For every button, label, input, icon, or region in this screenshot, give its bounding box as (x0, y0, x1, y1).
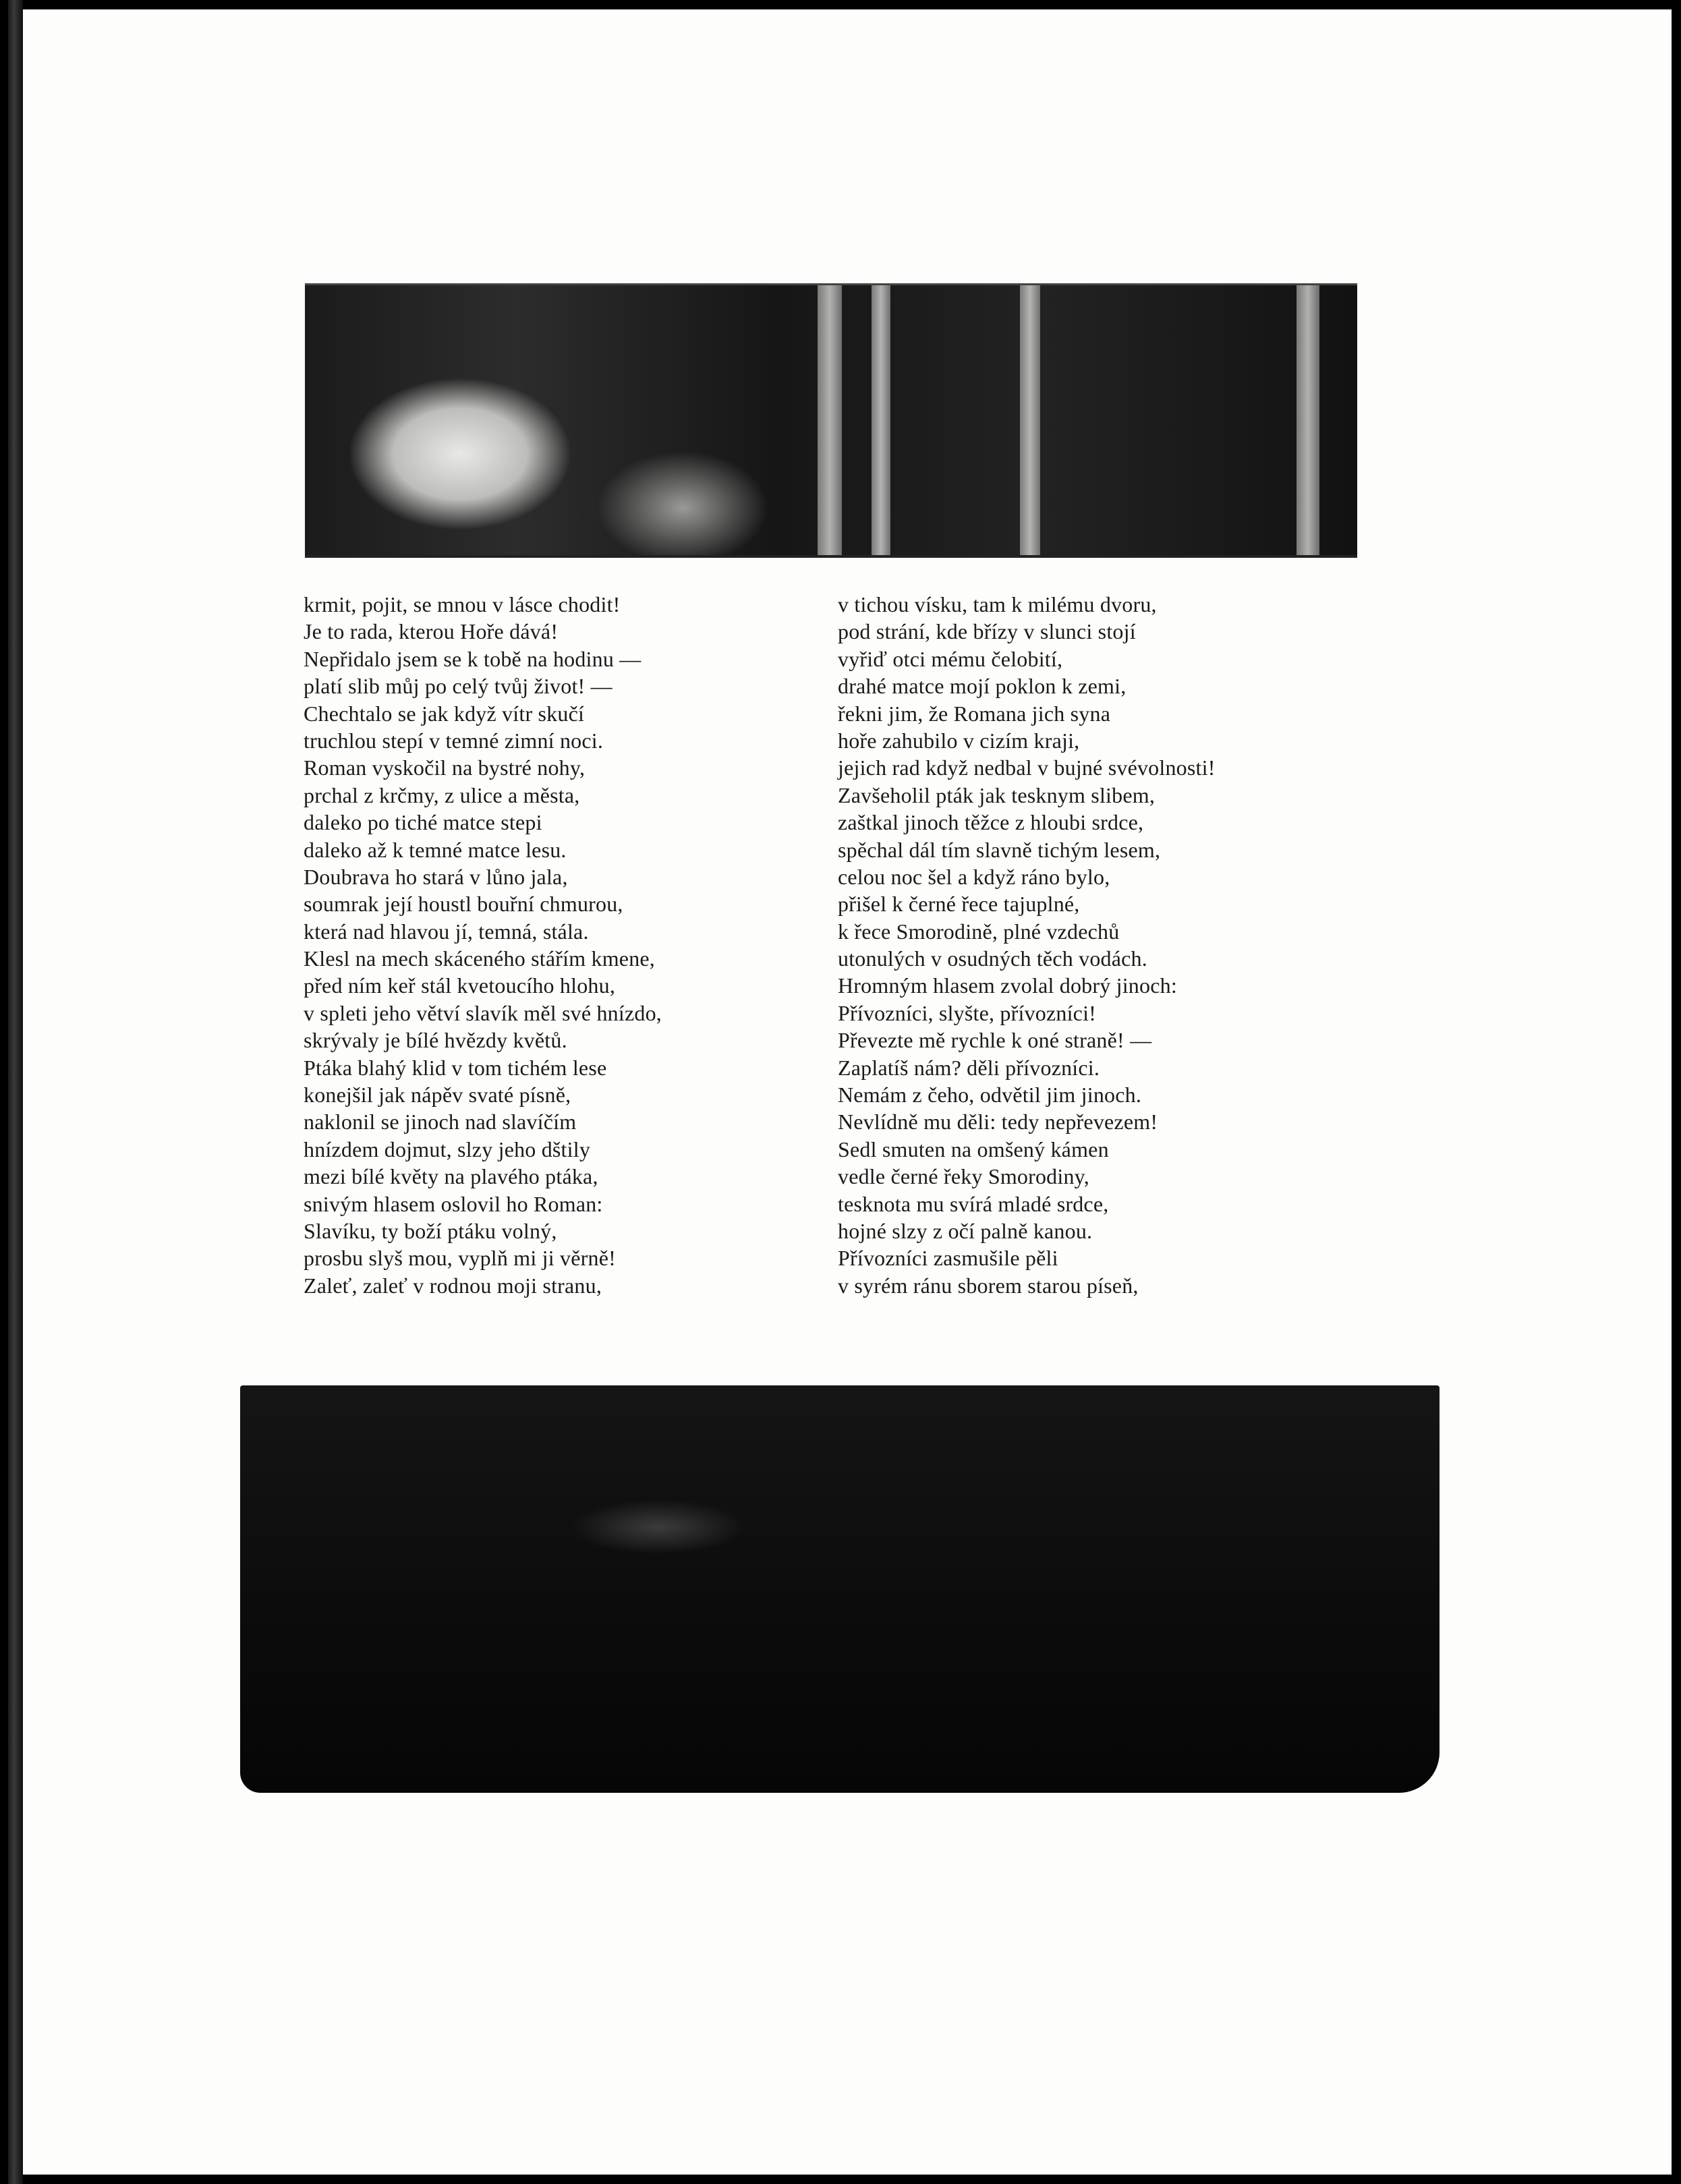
poem-line: spěchal dál tím slavně tichým lesem, (838, 837, 1161, 862)
poem-line: Zaleť, zaleť v rodnou moji stranu, (304, 1273, 602, 1298)
poem-line: utonulých v osudných těch vodách. (838, 946, 1147, 971)
poem-line: celou noc šel a když ráno bylo, (838, 864, 1110, 889)
poem-line: soumrak její houstl bouřní chmurou, (304, 892, 623, 917)
poem-line: tesknota mu svírá mladé srdce, (838, 1191, 1109, 1216)
poem-line: před ním keř stál kvetoucího hlohu, (304, 973, 616, 998)
poem-line: Hromným hlasem zvolal dobrý jinoch: (838, 973, 1177, 998)
poem-line: snivým hlasem oslovil ho Roman: (304, 1191, 603, 1216)
top-illustration (305, 283, 1357, 558)
poem-line: Nevlídně mu děli: tedy nepřevezem! (838, 1110, 1158, 1134)
birch-trunk (1297, 285, 1319, 555)
poem-line: zaštkal jinoch těžce z hloubi srdce, (838, 810, 1144, 835)
poem-line: v spleti jeho větví slavík měl své hnízdo, (304, 1000, 662, 1025)
poem-line: hoře zahubilo v cizím kraji, (838, 728, 1080, 753)
poem-line: hnízdem dojmut, slzy jeho dštily (304, 1137, 591, 1161)
poem-line: Ptáka blahý klid v tom tichém lese (304, 1055, 607, 1080)
book-spine-edge (8, 0, 23, 2184)
poem-line: platí slib můj po celý tvůj život! — (304, 674, 612, 699)
poem-line: v tichou vísku, tam k milému dvoru, (838, 592, 1157, 616)
poem-line: Klesl na mech skáceného stářím kmene, (304, 946, 655, 971)
poem-line: v syrém ránu sborem starou píseň, (838, 1273, 1139, 1298)
poem-line: konejšil jak nápěv svaté písně, (304, 1083, 571, 1108)
poem-right-column (838, 591, 1216, 1299)
poem-line: Chechtalo se jak když vítr skučí (304, 701, 585, 726)
poem-line: řekni jim, že Romana jich syna (838, 701, 1111, 726)
poem-line: daleko po tiché matce stepi (304, 810, 542, 835)
poem-left-column (304, 591, 662, 1299)
poem-line: truchlou stepí v temné zimní noci. (304, 728, 604, 753)
poem-line: naklonil se jinoch nad slavíčím (304, 1110, 577, 1134)
poem-line: Zaplatíš nám? děli přívozníci. (838, 1055, 1100, 1080)
poem-line: Sedl smuten na omšený kámen (838, 1137, 1109, 1161)
birch-trunk (872, 285, 890, 555)
poem-line: Je to rada, kterou Hoře dává! (304, 619, 559, 644)
poem-line: která nad hlavou jí, temná, stála. (304, 919, 589, 944)
bottom-illustration (240, 1385, 1440, 1793)
poem-line: Přívozníci, slyšte, přívozníci! (838, 1000, 1097, 1025)
poem-line: mezi bílé květy na plavého ptáka, (304, 1164, 598, 1189)
poem-line: Roman vyskočil na bystré nohy, (304, 755, 586, 780)
poem-line: Slavíku, ty boží ptáku volný, (304, 1218, 557, 1243)
poem-line: daleko až k temné matce lesu. (304, 837, 567, 862)
poem-line: prosbu slyš mou, vyplň mi ji věrně! (304, 1246, 616, 1271)
birch-trunk (818, 285, 842, 555)
poem-line: Přívozníci zasmušile pěli (838, 1246, 1058, 1271)
poem-line: drahé matce mojí poklon k zemi, (838, 674, 1127, 699)
poem-line: hojné slzy z očí palně kanou. (838, 1218, 1093, 1243)
poem-line: skrývaly je bílé hvězdy květů. (304, 1028, 567, 1053)
poem-line: Doubrava ho stará v lůno jala, (304, 864, 568, 889)
poem-line: Zavšeholil pták jak tesknym slibem, (838, 782, 1156, 807)
poem-line: jejich rad když nedbal v bujné svévolnosti! (838, 755, 1216, 780)
poem-line: vyřiď otci mému čelobití, (838, 646, 1063, 671)
poem-line: k řece Smorodině, plné vzdechů (838, 919, 1120, 944)
poem-line: pod strání, kde břízy v slunci stojí (838, 619, 1136, 644)
poem-line: Převezte mě rychle k oné straně! — (838, 1028, 1152, 1053)
poem-line: prchal z krčmy, z ulice a města, (304, 782, 580, 807)
poem-line: krmit, pojit, se mnou v lásce chodit! (304, 592, 621, 616)
poem-line: Nepřidalo jsem se k tobě na hodinu — (304, 646, 642, 671)
poem-line: vedle černé řeky Smorodiny, (838, 1164, 1089, 1189)
birch-trunk (1020, 285, 1040, 555)
poem-line: Nemám z čeho, odvětil jim jinoch. (838, 1083, 1142, 1108)
poem-line: přišel k černé řece tajuplné, (838, 892, 1080, 917)
